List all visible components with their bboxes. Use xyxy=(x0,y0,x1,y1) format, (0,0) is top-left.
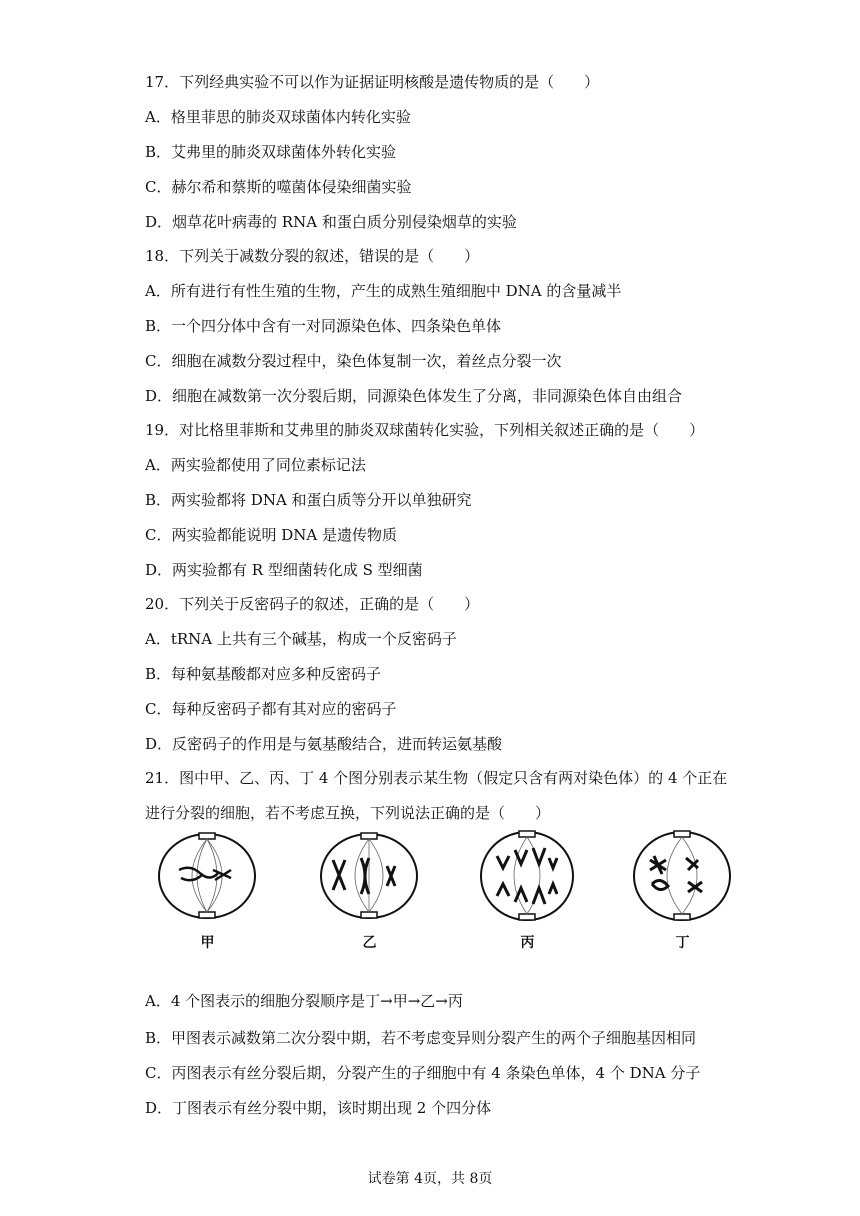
figure-label-bing: 丙 xyxy=(520,935,535,951)
cell-jia-drawing xyxy=(155,820,260,930)
question-18-stem: 18．下列关于减数分裂的叙述，错误的是（ ） xyxy=(145,247,480,265)
question-19-option-b: B．两实验都将 DNA 和蛋白质等分开以单独研究 xyxy=(145,491,472,509)
figure-label-yi: 乙 xyxy=(362,935,377,951)
page-footer: 试卷第 4页，共 8页 xyxy=(367,1171,493,1187)
question-20-option-d: D．反密码子的作用是与氨基酸结合，进而转运氨基酸 xyxy=(145,735,503,753)
cell-figure-yi xyxy=(317,820,422,960)
question-19-option-d: D．两实验都有 R 型细菌转化成 S 型细菌 xyxy=(145,561,423,579)
question-20-option-b: B．每种氨基酸都对应多种反密码子 xyxy=(145,665,382,683)
question-17-option-c: C．赫尔希和蔡斯的噬菌体侵染细菌实验 xyxy=(145,178,412,196)
figure-label-jia: 甲 xyxy=(200,935,215,951)
question-19-option-a: A．两实验都使用了同位素标记法 xyxy=(145,456,366,474)
question-21-option-c: C．丙图表示有丝分裂后期，分裂产生的子细胞中有 4 条染色单体，4 个 DNA 分子 xyxy=(145,1064,701,1082)
question-17-option-a: A．格里菲思的肺炎双球菌体内转化实验 xyxy=(145,108,411,126)
cell-bing-drawing xyxy=(475,820,580,930)
question-18-option-c: C．细胞在减数分裂过程中，染色体复制一次，着丝点分裂一次 xyxy=(145,352,562,370)
question-21-option-a: A．4 个图表示的细胞分裂顺序是丁→甲→乙→丙 xyxy=(145,992,463,1010)
question-20-option-a: A．tRNA 上共有三个碱基，构成一个反密码子 xyxy=(145,630,457,648)
question-21-option-b: B．甲图表示减数第二次分裂中期，若不考虑变异则分裂产生的两个子细胞基因相同 xyxy=(145,1029,697,1047)
question-18-option-a: A．所有进行有性生殖的生物，产生的成熟生殖细胞中 DNA 的含量减半 xyxy=(145,282,622,300)
question-19-stem: 19．对比格里菲斯和艾弗里的肺炎双球菌转化实验，下列相关叙述正确的是（ ） xyxy=(145,421,705,439)
question-17-option-d: D．烟草花叶病毒的 RNA 和蛋白质分别侵染烟草的实验 xyxy=(145,213,517,231)
question-18-option-b: B．一个四分体中含有一对同源染色体、四条染色单体 xyxy=(145,317,502,335)
question-17-option-b: B．艾弗里的肺炎双球菌体外转化实验 xyxy=(145,143,397,161)
question-21-stem-line1: 21．图中甲、乙、丙、丁 4 个图分别表示某生物（假定只含有两对染色体）的 4 个正在 xyxy=(145,769,728,787)
figure-label-ding: 丁 xyxy=(675,935,690,951)
question-19-option-c: C．两实验都能说明 DNA 是遗传物质 xyxy=(145,526,397,544)
cell-figure-jia xyxy=(155,820,260,960)
question-18-option-d: D．细胞在减数第一次分裂后期，同源染色体发生了分离，非同源染色体自由组合 xyxy=(145,387,683,405)
cell-figure-bing xyxy=(475,820,580,960)
cell-ding-drawing xyxy=(630,820,735,930)
question-17-stem: 17．下列经典实验不可以作为证据证明核酸是遗传物质的是（ ） xyxy=(145,73,600,91)
cell-figure-ding xyxy=(630,820,735,960)
question-20-stem: 20．下列关于反密码子的叙述，正确的是（ ） xyxy=(145,595,480,613)
question-20-option-c: C．每种反密码子都有其对应的密码子 xyxy=(145,700,397,718)
question-21-option-d: D．丁图表示有丝分裂中期，该时期出现 2 个四分体 xyxy=(145,1099,492,1117)
cell-yi-drawing xyxy=(317,820,422,930)
question-21-stem-line2: 进行分裂的细胞，若不考虑互换，下列说法正确的是（ ） xyxy=(145,804,551,822)
cell-division-figures xyxy=(145,820,745,960)
